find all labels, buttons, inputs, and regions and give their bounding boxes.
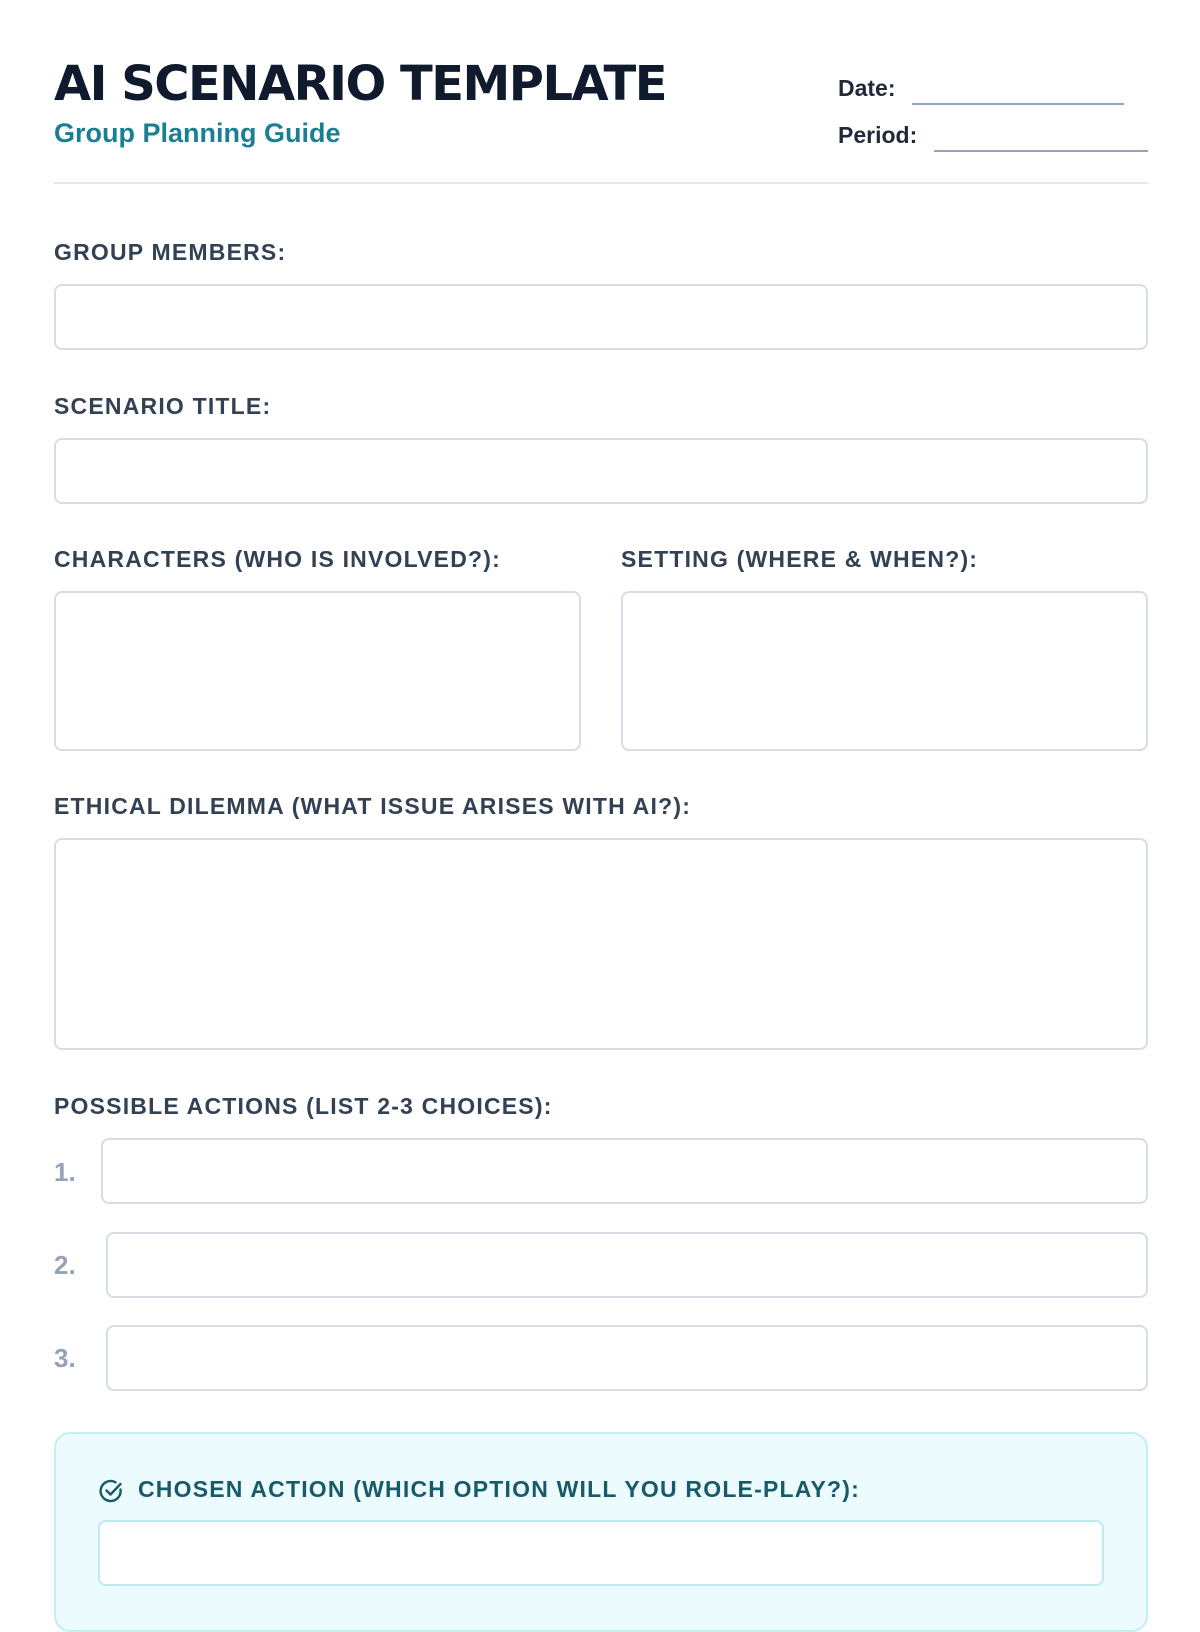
- period-blank-line[interactable]: [934, 150, 1148, 152]
- action-field-1[interactable]: [101, 1138, 1148, 1204]
- date-blank-line[interactable]: [912, 103, 1124, 105]
- chosen-action-label: CHOSEN ACTION (WHICH OPTION WILL YOU ROLE-PLAY?):: [138, 1476, 860, 1502]
- action-number-3: 3.: [54, 1343, 76, 1373]
- ethical-dilemma-label: ETHICAL DILEMMA (WHAT ISSUE ARISES WITH AI?):: [54, 793, 692, 819]
- action-field-3[interactable]: [106, 1325, 1148, 1391]
- check-circle-icon: [98, 1478, 124, 1504]
- worksheet-page: [54, 0, 1148, 1502]
- setting-field[interactable]: [621, 591, 1148, 751]
- action-number-2: 2.: [54, 1250, 76, 1280]
- possible-actions-label: POSSIBLE ACTIONS (LIST 2-3 CHOICES):: [54, 1093, 553, 1119]
- scenario-title-field[interactable]: [54, 438, 1148, 504]
- ethical-dilemma-field[interactable]: [54, 838, 1148, 1050]
- chosen-action-field[interactable]: [98, 1520, 1104, 1586]
- characters-label: CHARACTERS (WHO IS INVOLVED?):: [54, 546, 502, 572]
- action-field-2[interactable]: [106, 1232, 1148, 1298]
- page-subtitle: Group Planning Guide: [54, 118, 341, 148]
- date-label: Date:: [838, 75, 896, 101]
- action-number-1: 1.: [54, 1157, 76, 1187]
- period-label: Period:: [838, 122, 918, 148]
- scenario-title-label: SCENARIO TITLE:: [54, 393, 272, 419]
- group-members-field[interactable]: [54, 284, 1148, 350]
- page-title: AI SCENARIO TEMPLATE: [54, 56, 666, 112]
- worksheet-header: [54, 0, 1148, 184]
- characters-field[interactable]: [54, 591, 581, 751]
- setting-label: SETTING (WHERE & WHEN?):: [621, 546, 979, 572]
- group-members-label: GROUP MEMBERS:: [54, 239, 287, 265]
